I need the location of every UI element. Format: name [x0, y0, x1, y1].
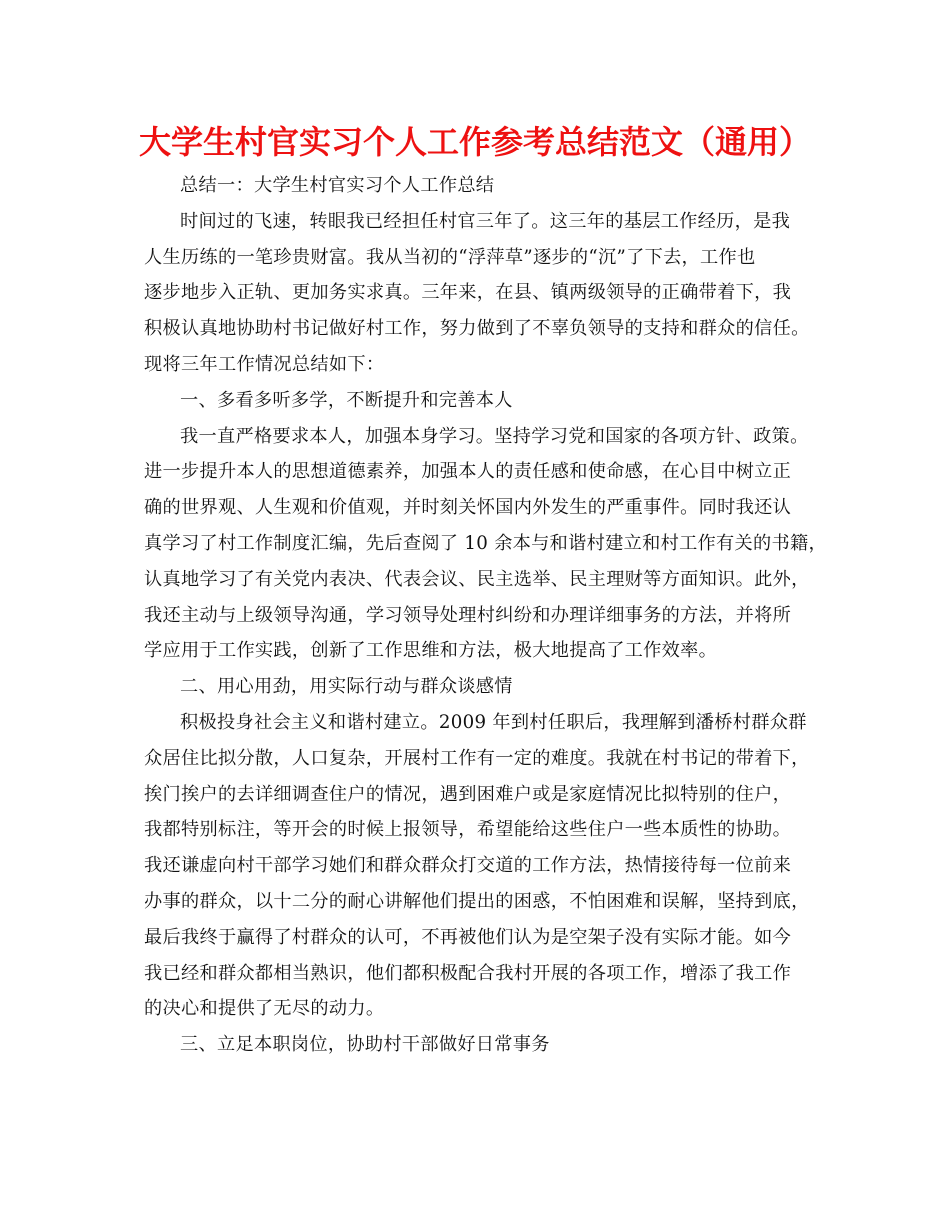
paragraph-line: 积极认真地协助村书记做好村工作，努力做到了不辜负领导的支持和群众的信任。: [144, 318, 810, 340]
section-heading: 一、多看多听多学，不断提升和完善本人: [180, 389, 513, 411]
document-title: 大学生村官实习个人工作参考总结范文（通用）: [138, 123, 811, 161]
paragraph-line: 我还主动与上级领导沟通，学习领导处理村纠纷和办理详细事务的方法，并将所: [144, 604, 792, 626]
paragraph-line: 众居住比拟分散，人口复杂，开展村工作有一定的难度。我就在村书记的带着下，: [144, 747, 810, 769]
paragraph-line: 我都特别标注，等开会的时候上报领导，希望能给这些住户一些本质性的协助。: [144, 819, 792, 841]
paragraph-line: 办事的群众，以十二分的耐心讲解他们提出的困惑，不怕困难和误解，坚持到底，: [144, 890, 810, 912]
paragraph-line: 进一步提升本人的思想道德素养，加强本人的责任感和使命感，在心目中树立正: [144, 461, 792, 483]
paragraph-line: 学应用于工作实践，创新了工作思维和方法，极大地提高了工作效率。: [144, 640, 718, 662]
paragraph-line: 我一直严格要求本人，加强本身学习。坚持学习党和国家的各项方针、政策。: [180, 425, 809, 447]
document-body: [144, 168, 827, 1063]
section-subtitle: 总结一：大学生村官实习个人工作总结: [180, 175, 495, 196]
paragraph-line: 认真地学习了有关党内表决、代表会议、民主选举、民主理财等方面知识。此外，: [144, 568, 810, 590]
paragraph-line: 我已经和群众都相当熟识，他们都积极配合我村开展的各项工作，增添了我工作: [144, 962, 792, 984]
paragraph-line: 逐步地步入正轨、更加务实求真。三年来，在县、镇两级领导的正确带着下，我: [144, 282, 792, 304]
paragraph-line: 积极投身社会主义和谐村建立。2009 年到村任职后，我理解到潘桥村群众群: [180, 711, 807, 733]
paragraph-line: 的决心和提供了无尽的动力。: [144, 998, 385, 1020]
paragraph-line: 现将三年工作情况总结如下：: [144, 353, 385, 375]
paragraph-line: 挨门挨户的去详细调查住户的情况，遇到困难户或是家庭情况比拟特别的住户，: [144, 783, 792, 805]
paragraph-line: 真学习了村工作制度汇编，先后查阅了 10 余本与和谐村建立和村工作有关的书籍，: [144, 532, 827, 554]
section-heading: 三、立足本职岗位，协助村干部做好日常事务: [180, 1034, 550, 1056]
paragraph-line: 确的世界观、人生观和价值观，并时刻关怀国内外发生的严重事件。同时我还认: [144, 497, 792, 519]
paragraph-line: 我还谦虚向村干部学习她们和群众群众打交道的工作方法，热情接待每一位前来: [144, 855, 792, 877]
paragraph-line: 最后我终于赢得了村群众的认可，不再被他们认为是空架子没有实际才能。如今: [144, 926, 792, 948]
paragraph-line: 时间过的飞速，转眼我已经担任村官三年了。这三年的基层工作经历，是我: [180, 210, 791, 232]
paragraph-line: 人生历练的一笔珍贵财富。我从当初的“浮萍草”逐步的“沉”了下去，工作也: [144, 246, 756, 268]
section-heading: 二、用心用劲，用实际行动与群众谈感情: [180, 676, 513, 698]
